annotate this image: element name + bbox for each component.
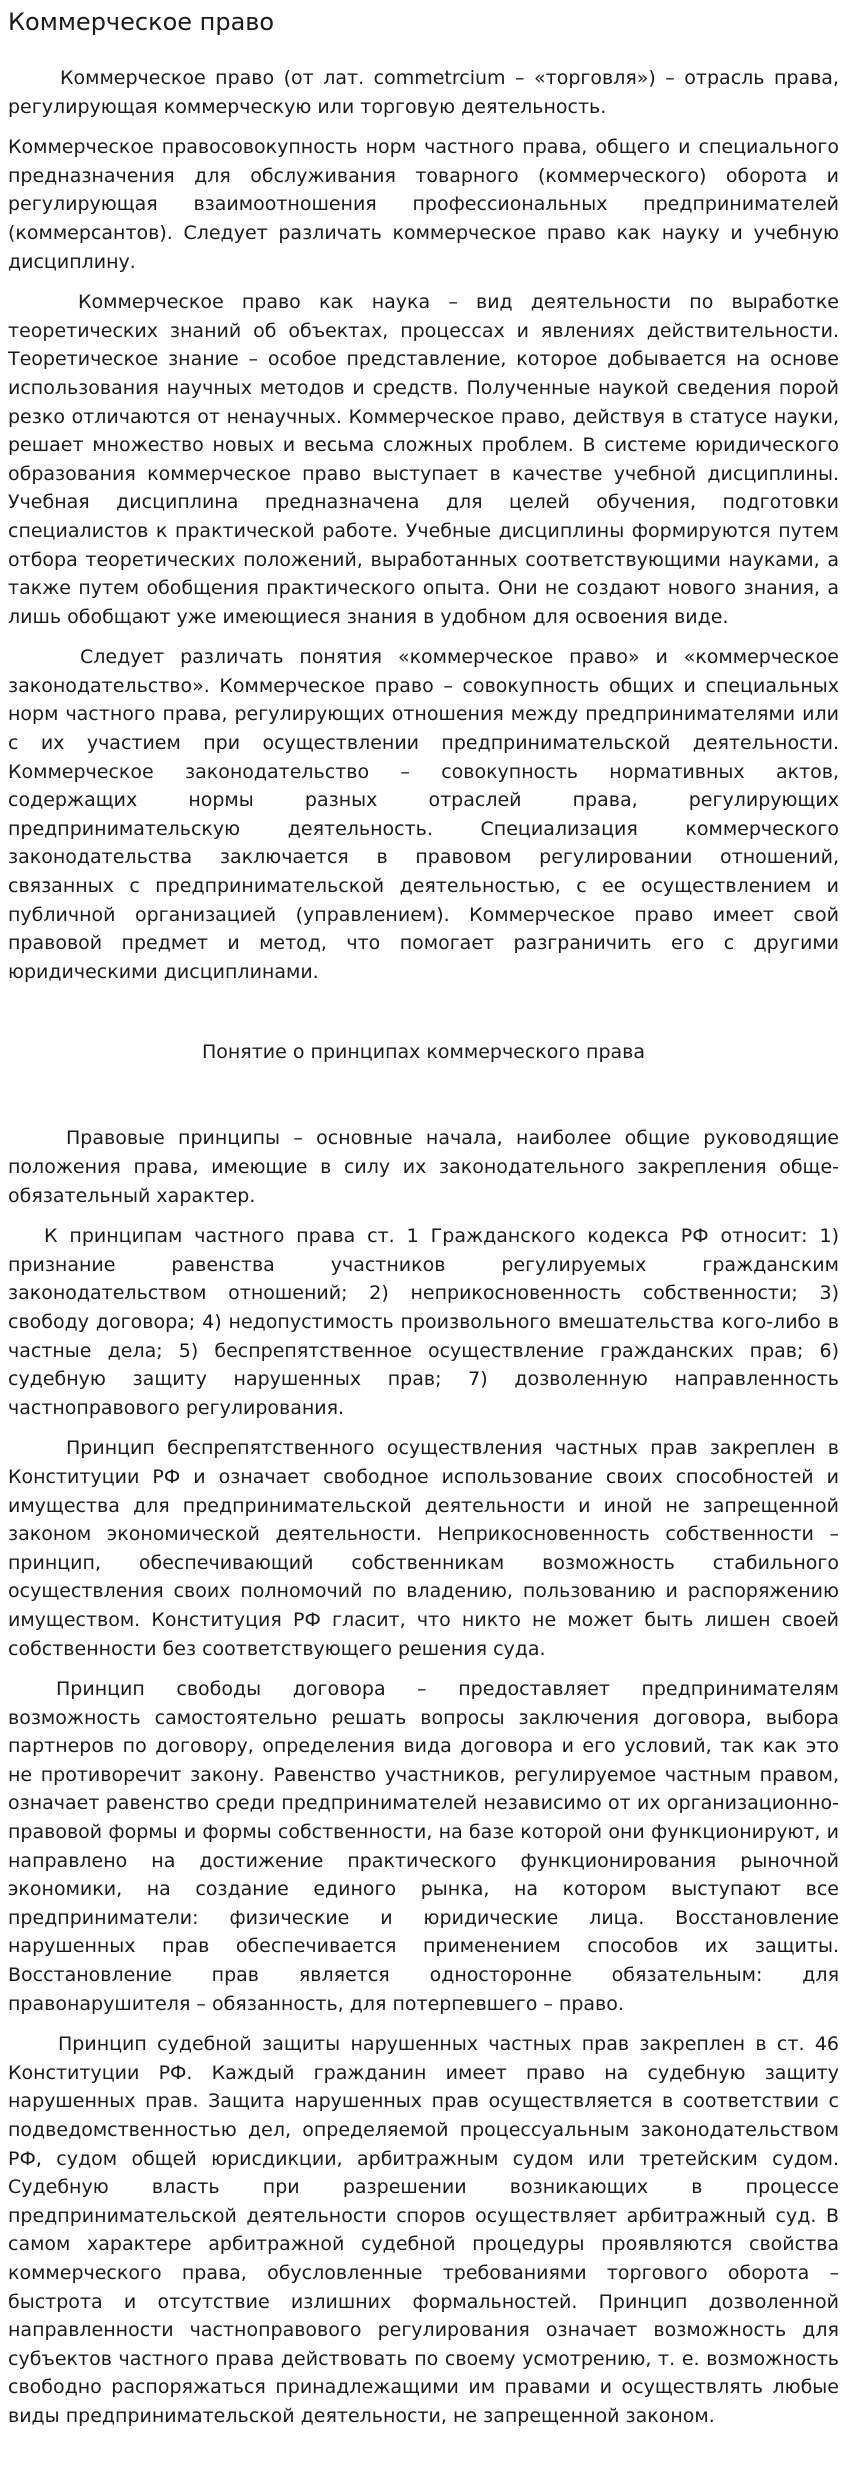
article-body (8, 64, 839, 2431)
paragraph-definition: Коммерческое право (от лат. commetrcium – «торговля») – отрасль права, регулирующая коммерческую или торговую деятельность. (8, 67, 839, 118)
paragraph-unimpeded-exercise: Принцип беспрепятственного осуществления частных прав закреплен в Конституции РФ и означает свободное использование своих способностей и имущества для предпринимательской деятельности и иной не запрещенной законом экономической деятельности. Неприкосновенность собственности – принцип, обеспечивающий собственникам возможность стабильного осуществления своих полномочий по владению, пользованию и распоряжению имуществом. Конституция РФ гласит, что никто не может быть лишен своей собственности без соответствующего решения суда. (8, 1437, 839, 1660)
paragraph-private-law-principles: К принципам частного права ст. 1 Гражданского кодекса РФ относит: 1) признание равенства участников регулируемых гражданским законодательством отношений; 2) неприкосновенность собственности; 3) свободу договора; 4) недопустимость произвольного вмешательства кого-либо в частные дела; 5) беспрепятственное осуществление гражданских прав; 6) судебную защиту нарушенных прав; 7) дозволенную направленность частноправового регулирования. (8, 1225, 839, 1419)
paragraph-legislation: Следует различать понятия «коммерческое право» и «коммерческое законодательство». Коммерческое право – совокупность общих и специальных норм частного права, регулирующих отношения между предпринимателями или с их участием при осуществлении предпринимательской деятельности. Коммерческое законодательство – совокупность нормативных актов, содержащих нормы разных отраслей права, регулирующих предпринимательскую деятельность. Специализация коммерческого законодательства заключается в правовом регулировании отношений, связанных с предпринимательской деятельностью, с ее осуществлением и публичной организацией (управлением). Коммерческое право имеет свой правовой предмет и метод, что помогает разграничить его с другими юридическими дисциплинами. (8, 646, 839, 983)
paragraph-science: Коммерческое право как наука – вид деятельности по выработке теоретических знаний об объектах, процессах и явлениях действительности. Теоретическое знание – особое представление, которое добывается на основе использования научных методов и средств. Полученные наукой сведения порой резко отличаются от ненаучных. Коммерческое право, действуя в статусе науки, решает множество новых и весьма сложных проблем. В системе юридического образования коммерческое право выступает в качестве учебной дисциплины. Учебная дисциплина предназначена для целей обучения, подготовки специалистов к практической работе. Учебные дисциплины формируются путем отбора теоретических положений, выработанных соответствующими науками, а также путем обобщения практического опыта. Они не создают нового знания, а лишь обобщают уже имеющиеся знания в удобном для освоения виде. (8, 291, 839, 628)
page-title: Коммерческое право (8, 8, 275, 36)
paragraph-judicial-protection: Принцип судебной защиты нарушенных частных прав закреплен в ст. 46 Конституции РФ. Каждый гражданин имеет право на судебную защиту нарушенных прав. Защита нарушенных прав осуществляется в соответствии с подведомственностью дел, определяемой процессуальным законодательством РФ, судом общей юрисдикции, арбитражным судом или третейским судом. Судебную власть при разрешении возникающих в процессе предпринимательской деятельности споров осуществляет арбитражный суд. В самом характере арбитражной судебной процедуры проявляются свойства коммерческого права, обусловленные требованиями торгового оборота – быстрота и отсутствие излишних формальностей. Принцип дозволенной направленности частноправового регулирования означает возможность для субъектов частного права действовать по своему усмотрению, т. е. возможность свободно распоряжаться принадлежащими им правами и осуществлять любые виды предпринимательской деятельности, не запрещенной законом. (8, 2033, 839, 2427)
paragraph-legal-principles: Правовые принципы – основные начала, наиболее общие руководящие положения права, имеющие в силу их законодательного закрепления обще-обязательный характер. (8, 1127, 839, 1207)
section-heading-principles: Понятие о принципах коммерческого права (201, 1041, 646, 1064)
paragraph-norms: Коммерческое правосовокупность норм частного права, общего и специального предназначения для обслуживания товарного (коммерческого) оборота и регулирующая взаимоотношения профессиональных предпринимателей (коммерсантов). Следует различать коммерческое право как науку и учебную дисциплину. (8, 136, 839, 273)
paragraph-freedom-of-contract: Принцип свободы договора – предоставляет предпринимателям возможность самостоятельно решать вопросы заключения договора, выбора партнеров по договору, определения вида договора и его условий, так как это не противоречит закону. Равенство участников, регулируемое частным правом, означает равенство среди предпринимателей независимо от их организационно-правовой формы и формы собственности, на базе которой они функционируют, и направлено на достижение практического функционирования рыночной экономики, на создание единого рынка, на котором выступают все предприниматели: физические и юридические лица. Восстановление нарушенных прав обеспечивается применением способов их защиты. Восстановление прав является односторонне обязательным: для правонарушителя – обязанность, для потерпевшего – право. (8, 1678, 839, 2015)
page (0, 6, 847, 2431)
